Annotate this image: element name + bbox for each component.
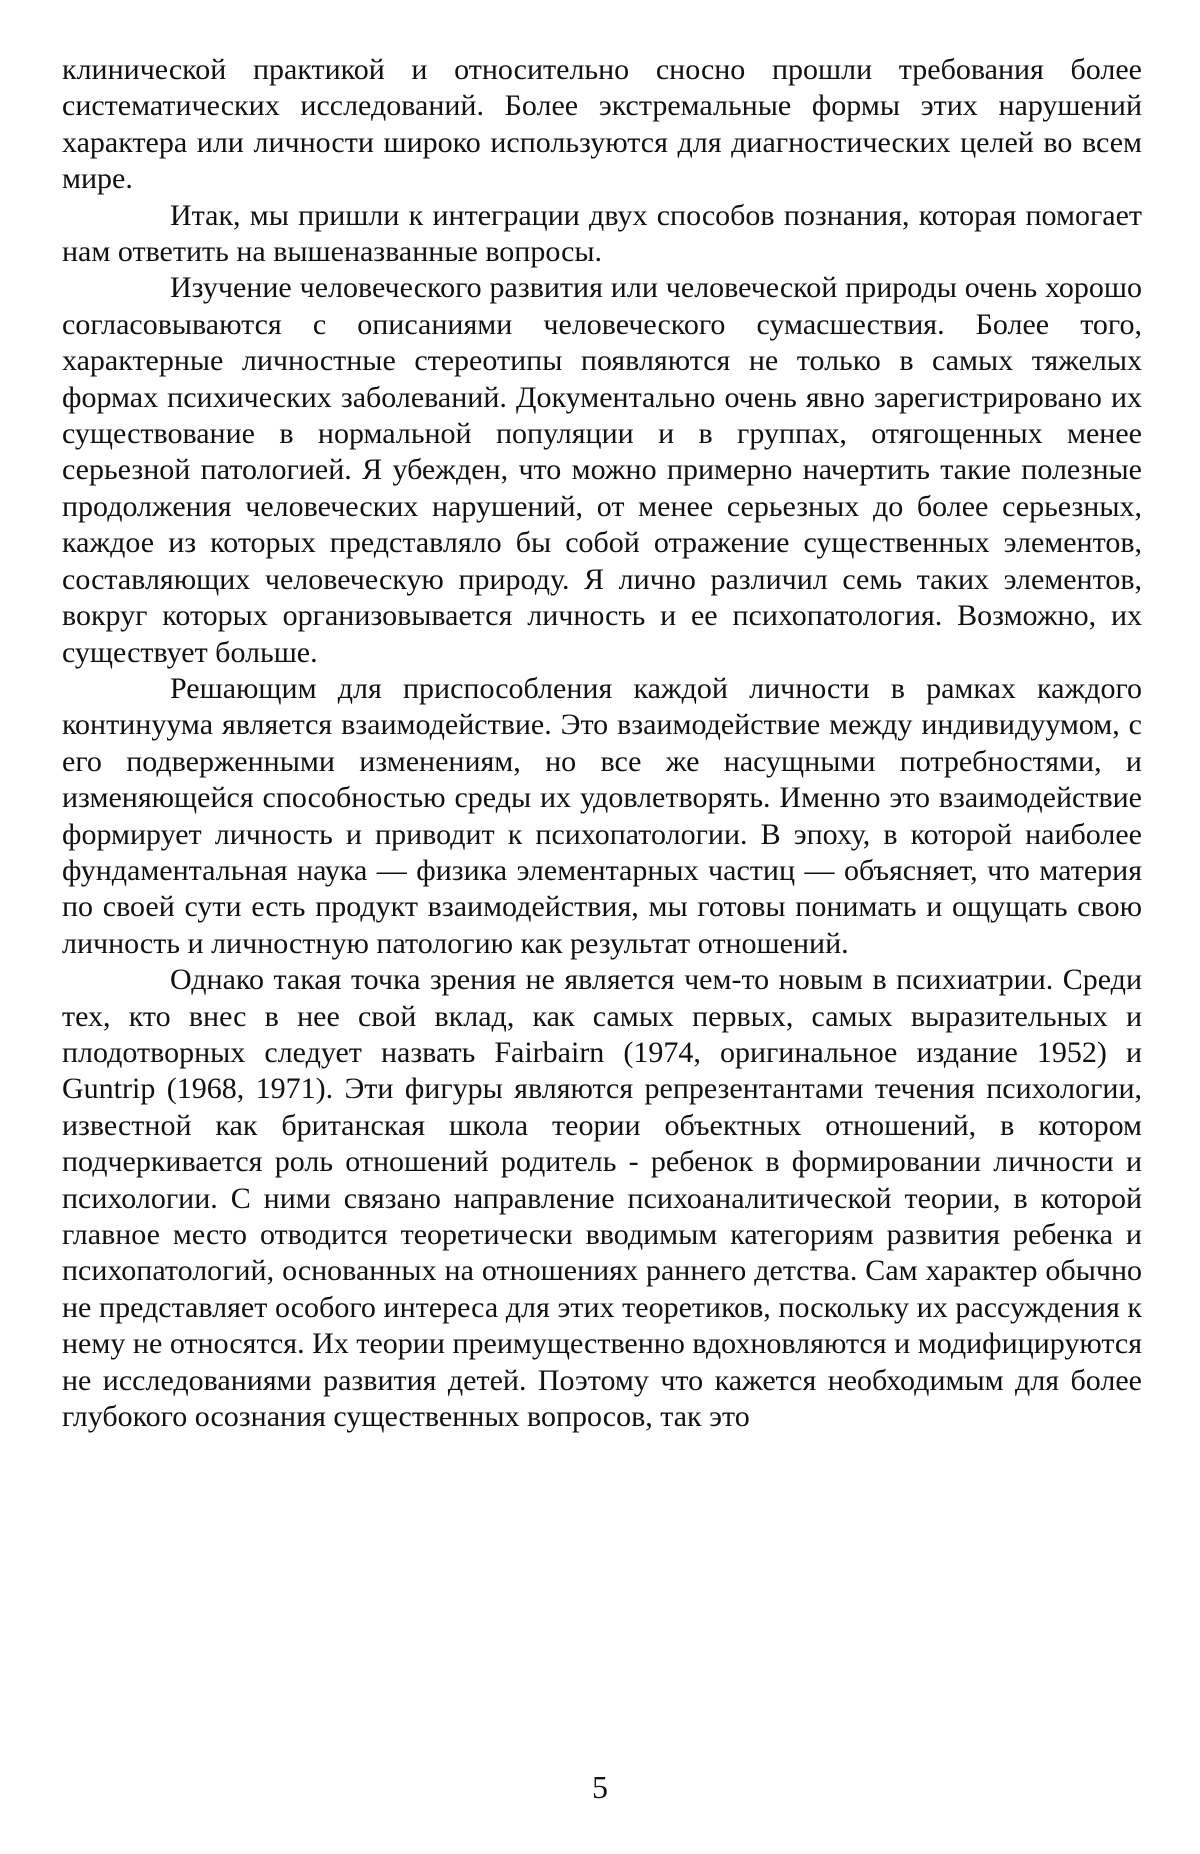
body-text [62,52,1142,1435]
paragraph-human-development: Изучение человеческого развития или человеческой природы очень хорошо согласовываются с описаниями человеческого сумасшествия. Более того, характерные личностные стереотипы появляются не только в самых тяжелых формах психических заболеваний. Документально очень явно зарегистрировано их существование в нормальной популяции и в группах, отягощенных менее серьезной патологией. Я убежден, что можно примерно начертить такие полезные продолжения человеческих нарушений, от менее серьезных до более серьезных, каждое из которых представляло бы собой отражение существенных элементов, составляющих человеческую природу. Я лично различил семь таких элементов, вокруг которых организовывается личность и ее психопатология. Возможно, их существует больше. [62,271,1142,669]
paragraph-integration: Итак, мы пришли к интеграции двух способов познания, которая помогает нам ответить на вышеназванные вопросы. [62,198,1142,269]
paragraph-interaction: Решающим для приспособления каждой личности в рамках каждого континуума является взаимодействие. Это взаимодействие между индивидуумом, с его подверженными изменениям, но все же насущными потребностями, и изменяющейся способностью среды их удовлетворять. Именно это взаимодействие формирует личность и приводит к психопатологии. В эпоху, в которой наиболее фундаментальная наука — физика элементарных частиц — объясняет, что материя по своей сути есть продукт взаимодействия, мы готовы понимать и ощущать свою личность и личностную патологию как результат отношений. [62,671,1142,960]
paragraph-object-relations: Однако такая точка зрения не является чем-то новым в психиатрии. Среди тех, кто внес в нее свой вклад, как самых первых, самых выразительных и плодотворных следует назвать Fairbairn (1974, оригинальное издание 1952) и Guntrip (1968, 1971). Эти фигуры являются репрезентантами течения психологии, известной как британская школа теории объектных отношений, в котором подчеркивается роль отношений родитель - ребенок в формировании личности и психологии. С ними связано направление психоаналитической теории, в которой главное место отводится теоретически вводимым категориям развития ребенка и психопатологий, основанных на отношениях раннего детства. Сам характер обычно не представляет особого интереса для этих теоретиков, поскольку их рассуждения к нему не относятся. Их теории преимущественно вдохновляются и модифицируются не исследованиями развития детей. Поэтому что кажется необходимым для более глубокого осознания существенных вопросов, так это [62,963,1142,1434]
page-number: 5 [592,1769,608,1805]
paragraph-continued: клинической практикой и относительно сносно прошли требования более систематических исследований. Более экстремальные формы этих нарушений характера или личности широко используются для диагностических целей во всем мире. [62,53,1142,196]
